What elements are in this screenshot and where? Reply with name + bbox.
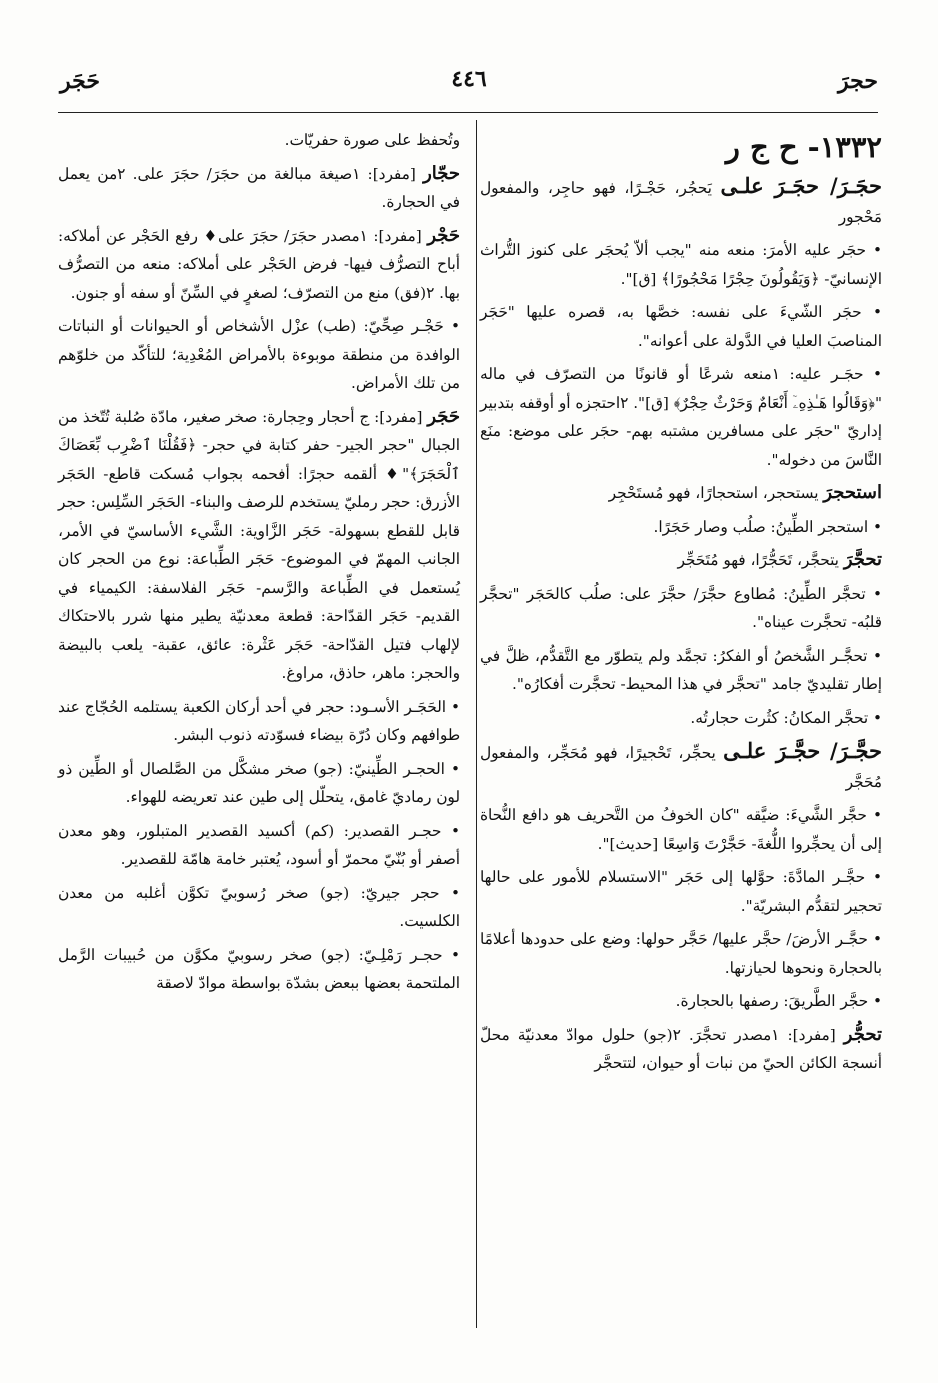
entry-text: [مفرد]: ١مصدر حجَرَ/ حجَرَ على♦ رفع الحَجْر عن أملاكه: أباح التصرُّف فيها- فرض الحَجْر على أملاكه: منعه من التصرُّف بها. ٢(فق) منع من التصرّف؛ لصغرٍ في السِّنّ أو سفه أو جنون. — [58, 226, 460, 302]
entry-paragraph — [480, 737, 882, 796]
entry-paragraph: • الحجـر الطِّينيّ: (جو) صخر مشكَّل من الصَّلصال أو الطِّين ذو لون رماديّ غامق، يتحلّل إلى طين عند تعريضه للهواء. — [58, 759, 460, 806]
right-column — [480, 126, 882, 1083]
entry-headword: تحجُّر — [843, 1023, 882, 1045]
header-guide-word-left: حَجَر — [60, 68, 100, 94]
entry-text: يتحجَّر، تَحَجُّرًا، فهو مُتَحَجِّر — [677, 551, 844, 569]
entry-text: يَحجُر، حَجْـرًا، فهو حاجِر، والمفعول مَحْجور — [480, 179, 882, 226]
entry-paragraph: • حَجْـر صِحِّيّ: (طب) عزْل الأشخاص أو الحيوانات أو النباتات الوافدة من منطقة موبوءة بالأمراض المُعْدِية؛ للتأكّد من خلوّهم من تلك الأمراض. — [58, 317, 460, 392]
entry-headword: حَجَر — [427, 405, 460, 427]
entry-paragraph — [480, 546, 882, 575]
entry-paragraph: • تحجَّر المكانُ: كثُرت حجارتُه. — [690, 708, 882, 727]
entry-text: يحجِّر، تَحْجيرًا، فهو مُحَجِّر، والمفعول مُحَجَّر — [480, 744, 882, 791]
entry-paragraph — [58, 222, 460, 308]
entry-text: [مفرد]: ١صيغة مبالغة من حجَرَ/ حجَرَ على. ٢من يعمل في الحجارة. — [58, 164, 460, 211]
page-number: ٤٤٦ — [451, 66, 487, 92]
entry-paragraph: • استحجر الطِّينُ: صلُب وصار حَجَرًا. — [653, 517, 882, 536]
entry-text: [مفرد]: ١مصدر تحجَّرَ. ٢(جو) حلول موادّ معدنيّة محلّ أنسجة الكائن الحيّ من نبات أو حيوان، لتتحجَّر — [480, 1025, 882, 1072]
entry-text: يستحجر، استحجارًا، فهو مُستَحْجِر — [608, 484, 824, 502]
page-header — [60, 60, 878, 104]
entry-headword: حَجْر — [427, 224, 461, 246]
column-divider — [476, 120, 477, 1328]
entry-headword: حجَّـرَ/ حجَّـرَ علـى — [723, 738, 882, 763]
header-guide-word-right: حجرَ — [838, 68, 878, 94]
entry-paragraph: • حجَّر الطَّريقَ: رصفها بالحجارة. — [675, 992, 882, 1010]
entry-paragraph: • الحَجَـر الأسـود: حجر في أحد أركان الكعبة يستلمه الحُجّاج عند طوافهم وكان دُرّة بيضاء فسوّدته ذنوب البشر. — [58, 697, 460, 744]
entry-paragraph: • تحجَّـر الشَّخصُ أو الفكرُ: تجمَّد ولم يتطوّر مع التَّقدُّم، ظلَّ في إطار تقليديّ جامد "تحجَّر في هذا المحيط- تحجَّرت أفكارُه". — [480, 646, 882, 693]
entry-paragraph: • تحجَّر الطِّينُ: مُطاوع حجَّرَ/ حجَّرَ على: صلُب كالحَجَر "تحجَّر قلبُه- تحجَّرت عيناه". — [480, 584, 882, 631]
root-entry-title: ١٣٣٢- ح ج ر — [725, 130, 882, 164]
entry-headword: تحجَّرَ — [843, 549, 882, 570]
entry-headword: استحجرَ — [823, 482, 882, 503]
entry-paragraph: وتُحفظ على صورة حفريّات. — [284, 131, 460, 149]
entry-paragraph — [480, 172, 882, 231]
entry-paragraph — [58, 403, 460, 688]
left-column — [58, 126, 460, 1003]
header-rule — [58, 112, 878, 113]
entry-paragraph: • حجـر القصدير: (كم) أكسيد القصدير المتبلور، وهو معدن أصفر أو بُنّيّ محمرّ أو أسود، يُعتبر خامة هامّة للقصدير. — [58, 821, 460, 868]
entry-paragraph: • حجـر رَمْلِـيّ: (جو) صخر رسوبيّ مكوَّن من حُبيبات الرَّمل الملتحمة بعضها ببعض بشدّة بواسطة موادّ لاصقة — [58, 945, 460, 992]
entry-paragraph: • حجَّـر المادَّةَ: حوَّلها إلى حَجَر "الاستسلام للأمور على حالها تحجير لتقدُّم البشريّة". — [480, 868, 882, 915]
entry-paragraph: • حجر جيريّ: (جو) صخر رُسوبيّ تكوَّن أغلبه من معدن الكلسيت. — [58, 883, 460, 930]
entry-paragraph: • حجَر عليه الأمرَ: منعه منه "يجب ألاّ يُحجَر على كنوز التُّراث الإنسانيّ- ﴿وَيَقُولُونَ حِجْرًا مَحْجُورًا﴾ [ق]". — [480, 241, 882, 288]
entry-paragraph: • حجَّر الشَّيءَ: ضيَّقه "كان الخوفُ من التَّحريف هو دافع النُّحاة إلى أن يحجِّروا اللُّغةَ- حَجَّرْتَ وَاسِعًا [حديث]". — [480, 806, 882, 853]
entry-paragraph: • حجَـر عليه: ١منعه شرعًا أو قانونًا من التصرّف في ماله "﴿وَقَالُوا هَـٰذِهِۦٓ أَنْعَامٌ وَحَرْثٌ حِجْرٌ﴾ [ق]". ٢احتجزه أو أوقفه بتدبير إداريّ "حجَر على مسافرين مشتبه بهم- حجَر على موضع: منَع النَّاسَ من دخوله". — [480, 365, 882, 469]
entry-paragraph: • حجَّـر الأرضَ/ حجَّر عليها/ حَجَّر حولها: وضع على حدودها أعلامًا بالحجارة ونحوها لحيازتها. — [480, 930, 882, 977]
entry-text: [مفرد]: ج أحجار وحِجارة: صخر صغير، مادّة صُلبة تُتّخذ من الجبال "حجر الجير- حفر كتابة في حجر- ﴿فَقُلْنَا ٱضْرِب بِّعَصَاكَ ٱلْحَجَرَ﴾"♦ ألقمه حجرًا: أفحمه بجواب مُسكت قاطع- الحَجَر الأزرق: حجر رمليّ يستخدم للرصف والبناء- الحَجَر السِّلِس: حجر قابل للقطع بسهولة- حَجَر الزَّاوية: الشَّيء الأساسيّ في الأمر، الجانب المهمّ في الموضوع- حَجَر الطِّباعة: نوع من الحجر كان يُستعمل في الطِّباعة والرَّسم- حَجَر الفلاسفة: الكيمياء في القديم- حَجَر القدّاحة: قطعة معدنيّة يطير منها شرر بالاحتكاك لإلهاب فتيل القدّاحة- حَجَر عَثْرة: عائق، عقبة- يلعب بالبيضة والحجر: ماهر، حاذق، مراوغ. — [58, 407, 460, 682]
entry-headword: حجّار — [423, 162, 460, 184]
entry-paragraph — [480, 1021, 882, 1078]
entry-paragraph — [58, 160, 460, 217]
entry-headword: حجَـرَ/ حجَـرَ علـى — [720, 173, 882, 198]
entry-paragraph: • حجَر الشّيءَ على نفسه: خصَّها به، قصره عليها "حَجَر المناصبَ العليا في الدَّولة على أعوانه". — [480, 303, 882, 350]
entry-paragraph — [480, 479, 882, 508]
